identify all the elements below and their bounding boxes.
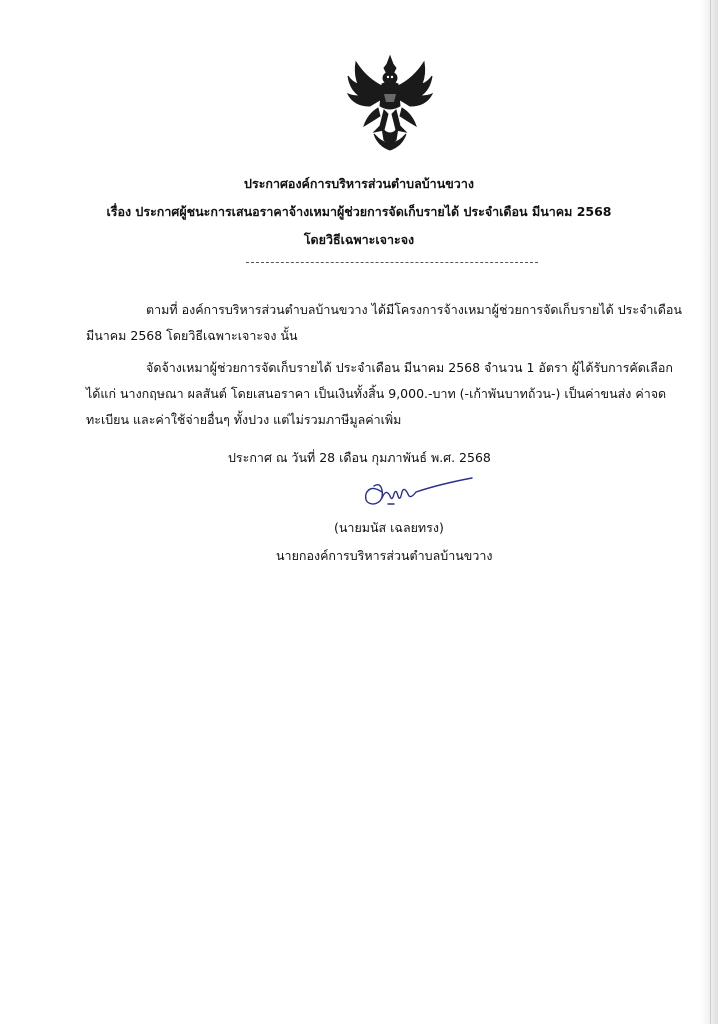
paragraph2-line2: ได้แก่ นางกฤษณา ผลสันต์ โดยเสนอราคา เป็นเงินทั้งสิ้น 9,000.-บาท (-เก้าพันบาทถ้วน-) เป็นค่าขนส่ง ค่าจด	[86, 386, 667, 401]
signature-icon	[360, 474, 476, 514]
announcement-title: ประกาศองค์การบริหารส่วนตำบลบ้านขวาง	[244, 176, 474, 191]
signer-title: นายกองค์การบริหารส่วนตำบลบ้านขวาง	[276, 548, 493, 563]
announcement-subject: เรื่อง ประกาศผู้ชนะการเสนอราคาจ้างเหมาผู้ช่วยการจัดเก็บรายได้ ประจำเดือน มีนาคม 2568	[106, 204, 612, 219]
announcement-method: โดยวิธีเฉพาะเจาะจง	[303, 232, 415, 247]
paragraph2-line1: จัดจ้างเหมาผู้ช่วยการจัดเก็บรายได้ ประจำเดือน มีนาคม 2568 จำนวน 1 อัตรา ผู้ได้รับการคัดเลือก	[146, 360, 673, 375]
paragraph1-line1: ตามที่ องค์การบริหารส่วนตำบลบ้านขวาง ได้มีโครงการจ้างเหมาผู้ช่วยการจัดเก็บรายได้ ประจำเดือน	[146, 302, 682, 317]
garuda-emblem-icon	[344, 54, 436, 154]
page-edge-shadow	[700, 0, 718, 1024]
header-divider	[246, 262, 538, 263]
announcement-date: ประกาศ ณ วันที่ 28 เดือน กุมภาพันธ์ พ.ศ. 2568	[228, 450, 491, 465]
paragraph1-line2: มีนาคม 2568 โดยวิธีเฉพาะเจาะจง นั้น	[86, 328, 298, 343]
signer-name: (นายมนัส เฉลยทรง)	[334, 520, 444, 535]
paragraph2-line3: ทะเบียน และค่าใช้จ่ายอื่นๆ ทั้งปวง แต่ไม่รวมภาษีมูลค่าเพิ่ม	[86, 412, 402, 427]
